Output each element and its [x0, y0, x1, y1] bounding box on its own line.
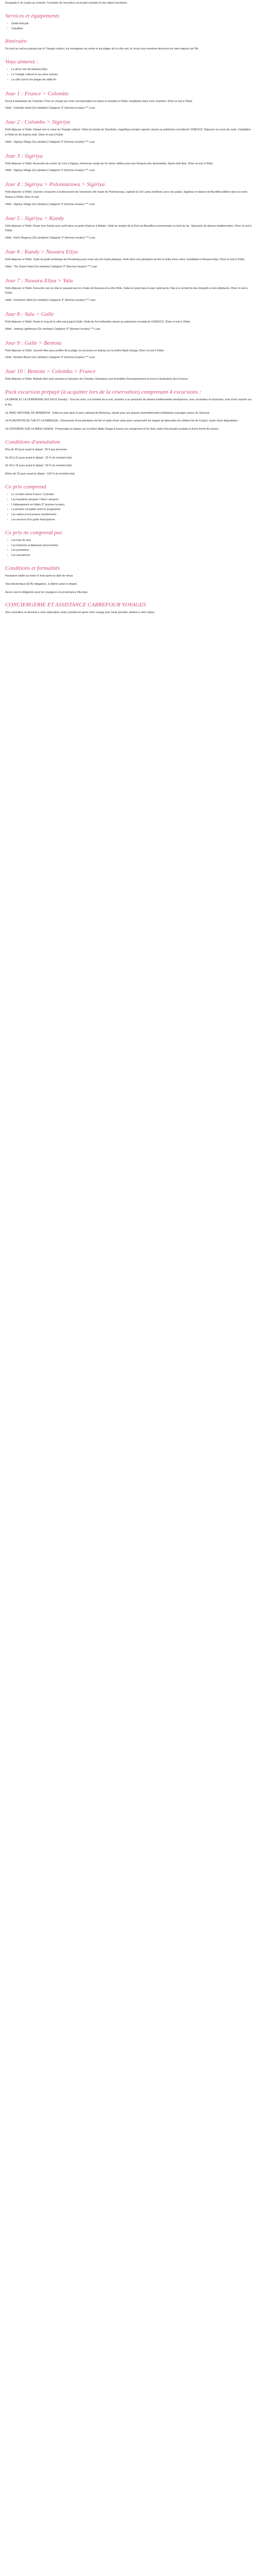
cancellation-block	[5, 448, 253, 477]
list-item: • Les visites et excursions mentionnées	[5, 513, 253, 518]
day-2	[5, 118, 253, 145]
day-hotel: Hôtel : Sigiriya Village (Ou similaire) Catégorie 3* (Normes locales) *** Luxe	[5, 140, 95, 144]
document-page	[0, 0, 258, 624]
day-text: Petit déjeuner à l'hôtel. Matinée libre puis transfert à l'aéroport de Colombo. Assistance aux formalités d'enregistrement et envol à destination de la France.	[5, 378, 189, 381]
route-text: Du nord au sud en passant par le Triangle culturel, les montagnes du centre et les plages de la côte sud, le circuit vous emmène découvrir les sites majeurs de l'île.	[5, 47, 199, 51]
assistance-title: CONCIERGERIE ET ASSISTANCE CARREFOUR VOYAGES	[5, 602, 146, 608]
pack-title: Pack excursion prépayé (à acquitter lors de la réservation) comprenant 4 excursions :	[5, 388, 202, 395]
day-1	[5, 90, 253, 112]
day-9	[5, 340, 253, 361]
day-hotel: Hôtel : Jetwing Lighthouse (Ou similaire) Catégorie 3* (Normes locales) *** Luxe	[5, 327, 101, 331]
day-title: Jour 2 : Colombo > Sigiriya	[5, 119, 70, 126]
highlights-title: Vous aimerez :	[5, 59, 39, 65]
pack-paragraph: LE PARC NATIONAL DE MINNERIYA : Safari en jeep dans le parc national de Minneriya, réputé pour ses grands rassemblements d'éléphants sauvages autour du réservoir.	[5, 411, 210, 415]
list-item: • Le décor vert de Nuwara Eliya	[5, 67, 253, 73]
day-title: Jour 9 : Galle > Bentota	[5, 340, 62, 346]
day-text: Petit déjeuner à l'hôtel. Journée libre pour profiter de la plage ou excursion en bateau sur la rivière Madu Ganga. Dîner et nuit à l'hôtel.	[5, 349, 165, 352]
included-title: Services et équipements	[5, 12, 60, 19]
day-text: Petit déjeuner à l'hôtel. Départ vers le cœur du Triangle culturel. Visite du temple de Dambulla, magnifique temple rupestre classé au patrimoine mondial de l'UNESCO. Déjeuner en cours de route. Installation à l'hôtel en fin d'après-midi. Dîner et nuit à l'hôtel.	[5, 128, 251, 137]
pack-paragraph: LA DANSE ET LA CÉRÉMONIE DES FEUX (Kandy) : Tous les soirs, à la tombée de la nuit, assistez à un spectacle de danses traditionnelles kandyennes, avec acrobaties et musiciens, suivi d'une marche sur le feu.	[5, 398, 252, 406]
conditions-title: Conditions et formalités	[5, 565, 60, 572]
pack-paragraph: LA CROISIÈRE SUR LA MADU GANGA : Promenade en bateau sur la rivière Madu Ganga à travers les mangroves et les îlots, visite d'un temple insulaire et d'une ferme de tortues.	[5, 428, 219, 431]
day-4	[5, 181, 253, 207]
day-title: Jour 7 : Nuwara Eliya > Yala	[5, 277, 73, 284]
day-hotel: Hôtel : Sigiriya Village (Ou similaire) Catégorie 3* (Normes locales) *** Luxe	[5, 169, 95, 173]
day-hotel: Hôtel : The Grand Hotel (Ou similaire) Catégorie 3* (Normes locales) *** Luxe	[5, 265, 98, 268]
day-text: Petit déjeuner à l'hôtel. Visite du jardin botanique de Peradeniya puis route vers les hauts plateaux. Arrêt dans une plantation de thé et visite d'une usine. Installation à Nuwara Eliya. Dîner et nuit à l'hôtel.	[5, 258, 245, 261]
cancellation-title: Conditions d'annulation	[5, 438, 60, 445]
day-3	[5, 152, 253, 174]
day-title: Jour 1 : France > Colombo	[5, 90, 69, 97]
list-item: • Guide français	[5, 22, 253, 27]
day-title: Jour 5 : Sigiriya > Kandy	[5, 215, 64, 222]
assistance-text: Nos conseillers se tiennent à votre disposition avant, pendant et après votre voyage pour toute question relative à votre séjour.	[5, 611, 155, 615]
day-title: Jour 4 : Sigiriya > Polonnaruwa > Sigiriya	[5, 181, 105, 188]
price-excludes-title: Ce prix ne comprend pas	[5, 529, 62, 536]
list-item: • Les services d'un guide francophone	[5, 518, 253, 523]
day-hotel: Hôtel : Cinnamon Wild (Ou similaire) Catégorie 3* (Normes locales) *** Luxe	[5, 299, 95, 302]
intro-text: Escapade à Sri Lanka au sommet, l'occasion de rencontrer un peuple souriant et une nature luxuriante.	[5, 2, 128, 5]
day-hotel: Hôtel : Sigiriya Village (Ou similaire) Catégorie 3* (Normes locales) *** Luxe	[5, 202, 95, 206]
route-title: Itinéraire	[5, 38, 27, 45]
list-item: • Les frais de visa	[5, 538, 253, 544]
list-item: • La côte sud et ses plages de sable fin	[5, 78, 253, 83]
list-item: • Les transferts aéroport / hôtel / aéroport	[5, 498, 253, 503]
conditions-paragraph: Passeport valide au moins 6 mois après la date de retour.	[5, 574, 74, 578]
day-title: Jour 10 : Bentota > Colombo > France	[5, 368, 96, 375]
day-hotel: Hôtel : Earl's Regency (Ou similaire) Catégorie 3* (Normes locales) *** Luxe	[5, 236, 95, 240]
list-item: • La pension complète selon le programme	[5, 507, 253, 513]
day-text: Envol à destination de Colombo. Prise en charge par votre correspondant sur place et transfert à l'hôtel. Installation dans votre chambre. Dîner et nuit à l'hôtel.	[5, 99, 193, 103]
price-includes-list	[5, 493, 253, 523]
price-includes-title: Ce prix comprend	[5, 484, 46, 490]
day-title: Jour 6 : Kandy > Nuwara Eliya	[5, 248, 78, 255]
day-text: Petit déjeuner à l'hôtel. Route vers Kandy avec arrêt dans un jardin d'épices à Matale. Visite du temple de la Dent du Bouddha et promenade au bord du lac. Spectacle de danses traditionnelles. Dîner et nuit à l'hôtel.	[5, 224, 252, 233]
cancellation-line: Plus de 60 jours avant le départ : 50 € par personne.	[5, 448, 68, 451]
day-5	[5, 215, 253, 241]
day-hotel: Hôtel : Colombo Hotel (Ou similaire) Catégorie 3* (Normes locales) *** Luxe	[5, 107, 95, 110]
list-item: • Les boissons et dépenses personnelles	[5, 544, 253, 549]
day-title: Jour 3 : Sigiriya	[5, 152, 43, 159]
cancellation-line: De 60 à 31 jours avant le départ : 25 % du montant total.	[5, 456, 73, 460]
list-item: • Les pourboires	[5, 548, 253, 553]
day-10	[5, 368, 253, 382]
day-text: Petit déjeuner à l'hôtel. Descente vers la côte en passant par les chutes de Ravana et la ville d'Ella. Safari en jeep dans le parc national de Yala à la recherche des léopards et des éléphants. Dîner et nuit à l'hôtel.	[5, 286, 248, 295]
day-text: Petit déjeuner à l'hôtel. Ascension du rocher du Lion à Sigiriya, forteresse royale du Ve siècle célèbre pour ses fresques des demoiselles. Après-midi libre. Dîner et nuit à l'hôtel.	[5, 162, 214, 165]
day-7	[5, 277, 253, 303]
list-item: • Chauffeur	[5, 27, 253, 32]
cancellation-line: De 30 à 15 jours avant le départ : 50 % du montant total.	[5, 464, 73, 468]
cancellation-line: Moins de 15 jours avant le départ : 100 % du montant total.	[5, 472, 75, 476]
day-text: Petit déjeuner à l'hôtel. Route le long de la côte sud jusqu'à Galle. Visite du fort hollandais classé au patrimoine mondial de l'UNESCO. Dîner et nuit à l'hôtel.	[5, 320, 191, 324]
day-hotel: Hôtel : Bentota Beach (Ou similaire) Catégorie 3* (Normes locales) *** Luxe	[5, 356, 95, 360]
conditions-paragraph: Visa électronique (ETA) obligatoire, à obtenir avant le départ.	[5, 582, 77, 586]
conditions-paragraph: Aucun vaccin obligatoire pour les voyageurs en provenance d'Europe.	[5, 590, 88, 594]
day-6	[5, 248, 253, 270]
highlights-list	[5, 67, 253, 82]
price-excludes-list	[5, 538, 253, 558]
list-item: • Les assurances	[5, 553, 253, 558]
list-item: • Le vol aller-retour France / Colombo	[5, 493, 253, 498]
day-title: Jour 8 : Yala > Galle	[5, 311, 54, 317]
included-list	[5, 22, 253, 32]
day-8	[5, 311, 253, 332]
list-item: • L'hébergement en hôtels 3* (normes locales)	[5, 503, 253, 508]
list-item: • Le Triangle culturel et ses sites classés	[5, 73, 253, 78]
pack-paragraph: LA PLANTATION DE THÉ ET LA FABRIQUE : Découverte d'une plantation de thé et visite d'une usine pour comprendre les étapes de fabrication du célèbre thé de Ceylan, suivie d'une dégustation.	[5, 419, 238, 423]
day-text: Petit déjeuner à l'hôtel. Journée consacrée à la découverte de l'ancienne cité royale de Polonnaruwa, capitale du Sri Lanka médiéval, avec ses palais, dagobas et statues de Bouddha taillées dans la roche. Retour à l'hôtel, dîner et nuit.	[5, 191, 248, 199]
